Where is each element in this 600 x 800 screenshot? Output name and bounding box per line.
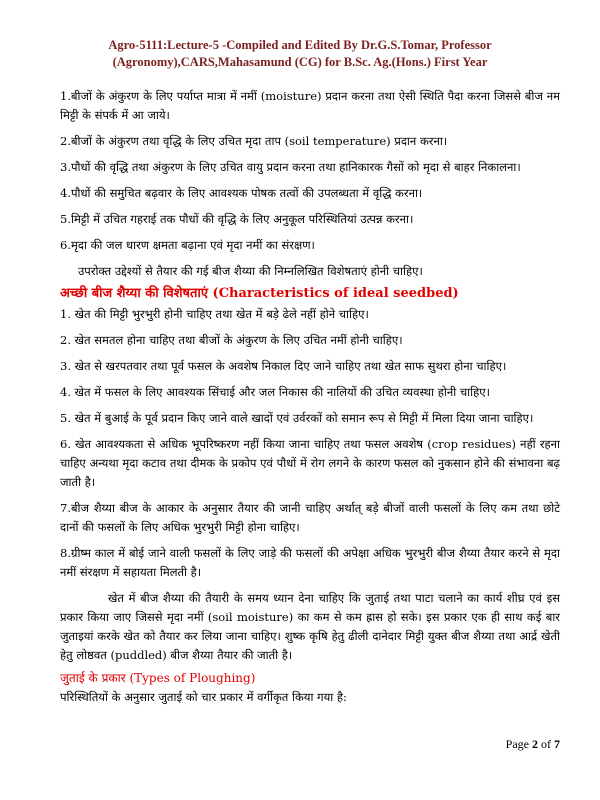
characteristic-item: 7.बीज शैय्या बीज के आकार के अनुसार तैयार की जानी चाहिए अर्थात् बड़े बीजों वाली फसलों के लिए कम तथा छोटे दानों की फसलों के लिए अधिक भुरभुरी मिट्टी होना चाहिए।: [60, 501, 560, 534]
page-header: [0, 37, 600, 71]
page-total: 7: [554, 737, 560, 751]
footer-of: of: [541, 737, 551, 751]
header-line-2: (Agronomy),CARS,Mahasamund (CG) for B.Sc. Ag.(Hons.) First Year: [112, 55, 488, 69]
characteristic-item: 3. खेत से खरपतवार तथा पूर्व फसल के अवशेष निकाल दिए जाने चाहिए तथा खेत साफ सुथरा होना चाहिए।: [60, 359, 507, 373]
characteristic-item: 1. खेत की मिट्टी भुरभुरी होनी चाहिए तथा खेत में बड़े ढेले नहीं होने चाहिए।: [60, 307, 369, 321]
characteristic-item: 6. खेत आवश्यकता से अधिक भूपरिष्करण नहीं किया जाना चाहिए तथा फसल अवशेष (crop residues) नहीं रहना चाहिए अन्यथा मृदा कटाव तथा दीमक के प्रकोप एवं पौधों में रोग लगने के कारण फसल को नुकसान होने की संभावना बढ़ जाती है।: [60, 437, 560, 489]
page-content: [60, 87, 560, 707]
page-number: 2: [532, 737, 538, 751]
objective-item: 4.पौधों की समुचित बढ़वार के लिए आवश्यक पोषक तत्वों की उपलब्धता में वृद्धि करना।: [60, 186, 423, 200]
characteristics-heading: अच्छी बीज शैय्या की विशेषताएं (Characteristics of ideal seedbed): [60, 286, 459, 301]
characteristic-item: 5. खेत में बुआई के पूर्व प्रदान किए जाने वाले खादों एवं उर्वरकों को समान रूप से मिट्टी में मिला दिया जाना चाहिए।: [60, 411, 534, 425]
header-line-1: Agro-5111:Lecture-5 -Compiled and Edited By Dr.G.S.Tomar, Professor: [108, 38, 492, 52]
characteristic-item: 2. खेत समतल होना चाहिए तथा बीजों के अंकुरण के लिए उचित नमीं होनी चाहिए।: [60, 333, 403, 347]
ploughing-heading: जुताई के प्रकार (Types of Ploughing): [60, 671, 256, 685]
objective-item: 3.पौधों की वृद्धि तथा अंकुरण के लिए उचित वायु प्रदान करना तथा हानिकारक गैसों को मृदा से बाहर निकालना।: [60, 160, 521, 174]
objective-item: 1.बीजों के अंकुरण के लिए पर्याप्त मात्रा में नमीं (moisture) प्रदान करना तथा ऐसी स्थिति पैदा करना जिससे बीज नम मिट्टी के संपर्क में आ जाये।: [60, 89, 560, 122]
ploughing-intro: परिस्थितियों के अनुसार जुताई को चार प्रकार में वर्गीकृत किया गया है:: [60, 690, 347, 704]
objectives-outro: उपरोक्त उद्देश्यों से तैयार की गई बीज शैय्या की निम्नलिखित विशेषताएं होनी चाहिए।: [78, 264, 423, 278]
characteristic-item: 4. खेत में फसल के लिए आवश्यक सिंचाई और जल निकास की नालियों की उचित व्यवस्था होनी चाहिए।: [60, 385, 490, 399]
objective-item: 5.मिट्टी में उचित गहराई तक पौधों की वृद्धि के लिए अनुकूल परिस्थितियां उत्पन्न करना।: [60, 212, 414, 226]
page-footer: [480, 737, 560, 752]
objective-item: 6.मृदा की जल धारण क्षमता बढ़ाना एवं मृदा नमीं का संरक्षण।: [60, 238, 315, 252]
objective-item: 2.बीजों के अंकुरण तथा वृद्धि के लिए उचित मृदा ताप (soil temperature) प्रदान करना।: [60, 134, 448, 148]
body-paragraph: खेत में बीज शैय्या की तैयारी के समय ध्यान देना चाहिए कि जुताई तथा पाटा चलाने का कार्य शीघ्र एवं इस प्रकार किया जाए जिससे मृदा नमीं (soil moisture) का कम से कम ह्रास हो सके। इस प्रकार एक ही साथ कई बार जुताइयां करके खेत को तैयार कर लिया जाना चाहिए। शुष्क कृषि हेतु ढीली दानेदार मिट्टी युक्त बीज शैय्या तथा आर्द्र खेती हेतु लोष्ठवत (puddled) बीज शैय्या तैयार की जाती है।: [60, 591, 560, 662]
footer-prefix: Page: [505, 737, 529, 751]
characteristic-item: 8.ग्रीष्म काल में बोई जाने वाली फसलों के लिए जाड़े की फसलों की अपेक्षा अधिक भुरभुरी बीज शैय्या तैयार करने से मृदा नमीं संरक्षण में सहायता मिलती है।: [60, 546, 560, 579]
